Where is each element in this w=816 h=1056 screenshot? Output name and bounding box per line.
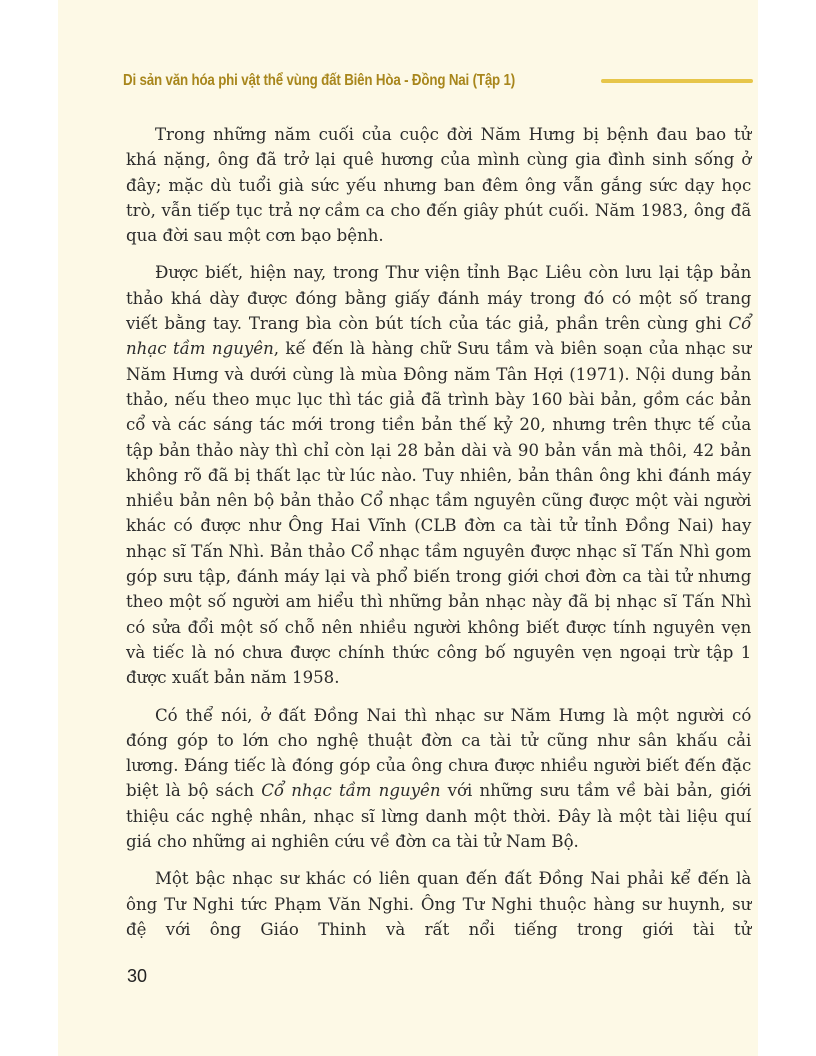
body-text [126,123,751,955]
page-number: 30 [127,966,148,986]
paragraph-3 [126,704,751,856]
paragraph-1-text: Trong những năm cuối của cuộc đời Năm Hưng bị bệnh đau bao tử khá nặng, ông đã trở lại quê hương của mình cùng gia đình sinh sống ở đây; mặc dù tuổi già sức yếu nhưng ban đêm ông vẫn gắng sức dạy học trò, vẫn tiếp tục trả nợ cầm ca cho đến giây phút cuối. Năm 1983, ông đã qua đời sau một cơn bạo bệnh. [126,125,752,247]
running-header-title: Di sản văn hóa phi vật thể vùng đất Biên Hòa - Đồng Nai (Tập 1) [123,72,516,89]
paragraph-4-text: Một bậc nhạc sư khác có liên quan đến đất Đồng Nai phải kể đến là ông Tư Nghi tức Phạm Văn Nghi. Ông Tư Nghi thuộc hàng sư huynh, sư đệ với ông Giáo Thinh và rất nổi tiếng trong giới tài tử [126,869,752,940]
book-title-italic: Cổ nhạc tầm nguyên [126,314,752,360]
paragraph-2-text-a: Được biết, hiện nay, trong Thư viện tỉnh Bạc Liêu còn lưu lại tập bản thảo khá dày được đóng bằng giấy đánh máy trong đó có một số trang viết bằng tay. Trang bìa còn bút tích của tác giả, phần trên cùng ghi [126,263,752,335]
paragraph-2-text-b: , kế đến là hàng chữ Sưu tầm và biên soạn của nhạc sư Năm Hưng và dưới cùng là mùa Đông năm Tân Hợi (1971). Nội dung bản thảo, nếu theo mục lục thì tác giả đã trình bày 160 bài bản, gồm các bản cổ và các sáng tác mới trong tiền bản thế kỷ 20, nhưng trên thực tế của tập bản thảo này thì chỉ còn lại 28 bản dài và 90 bản vắn mà thôi, 42 bản không rõ đã bị thất lạc từ lúc nào. Tuy nhiên, bản thân ông khi đánh máy nhiều bản nên bộ bản thảo Cổ nhạc tầm nguyên cũng được một vài người khác có được như Ông Hai Vĩnh (CLB đờn ca tài tử tỉnh Đồng Nai) hay nhạc sĩ Tấn Nhì. Bản thảo Cổ nhạc tầm nguyên được nhạc sĩ Tấn Nhì gom góp sưu tập, đánh máy lại và phổ biến trong giới chơi đờn ca tài tử nhưng theo một số người am hiểu thì những bản nhạc này đã bị nhạc sĩ Tấn Nhì có sửa đổi một số chỗ nên nhiều người không biết được tính nguyên vẹn và tiếc là nó chưa được chính thức công bố nguyên vẹn ngoại trừ tập 1 được xuất bản năm 1958. [126,339,752,689]
paragraph-3-text-b: với những sưu tầm về bài bản, giới thiệu các nghệ nhân, nhạc sĩ lừng danh một thời. Đây là một tài liệu quí giá cho những ai nghiên cứu về đờn ca tài tử Nam Bộ. [126,781,752,853]
header-rule [601,79,753,83]
paragraph-1 [126,123,751,249]
paragraph-3-text-a: Có thể nói, ở đất Đồng Nai thì nhạc sư Năm Hưng là một người có đóng góp to lớn cho nghệ thuật đờn ca tài tử cũng như sân khấu cải lương. Đáng tiếc là đóng góp của ông chưa được nhiều người biết đến đặc biệt là bộ sách [126,705,752,802]
book-title-italic: Cổ nhạc tầm nguyên [261,781,441,802]
book-page [58,0,758,1056]
running-header [123,68,753,94]
paragraph-4 [126,867,751,943]
paragraph-2 [126,261,751,691]
